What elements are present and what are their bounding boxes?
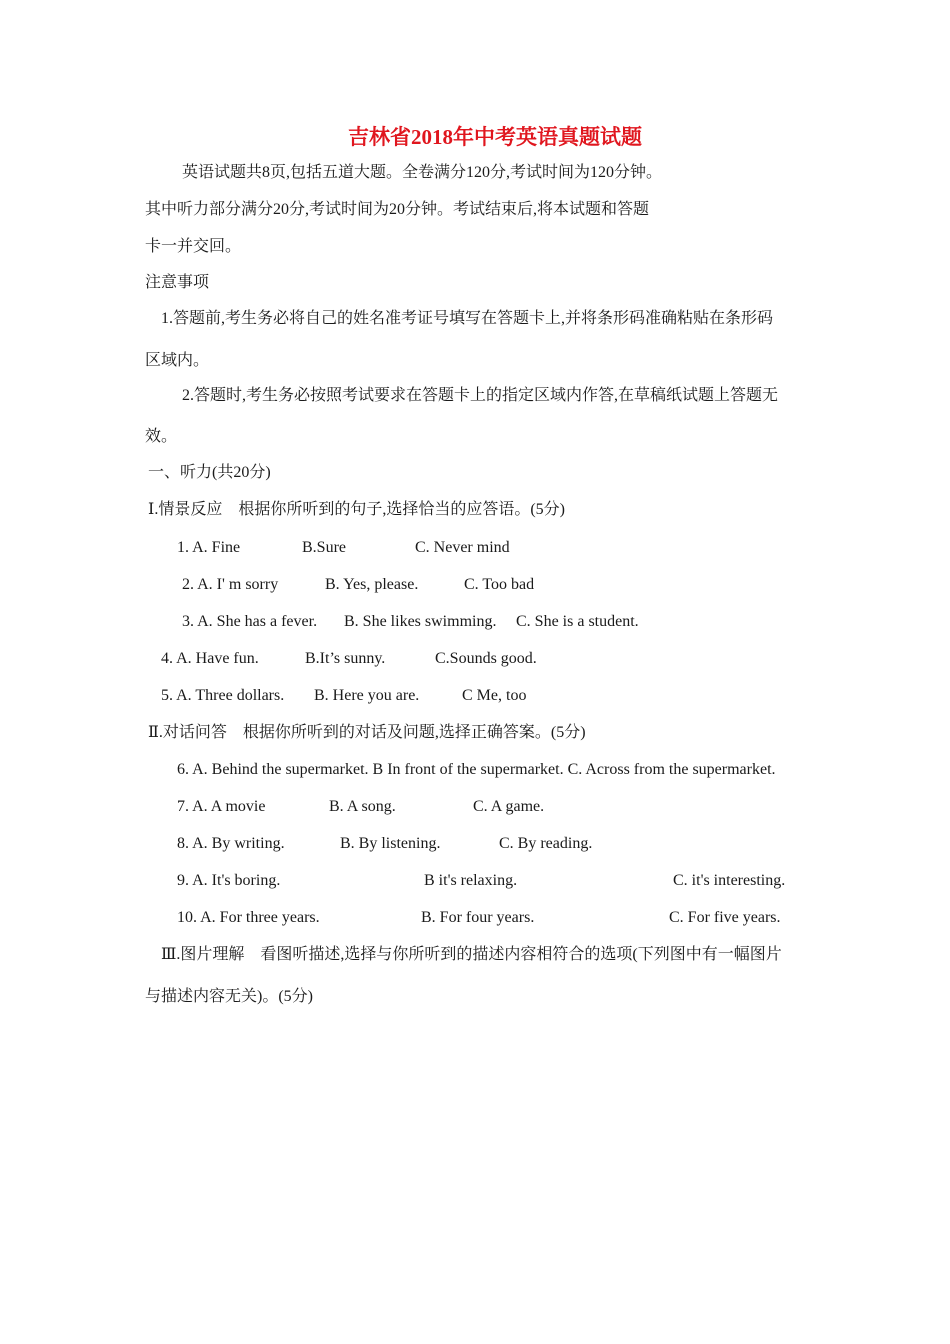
option-c: C Me, too <box>462 687 527 704</box>
intro-line-1: 英语试题共8页,包括五道大题。全卷满分120分,考试时间为120分钟。 <box>182 164 663 181</box>
option-a: 10. A. For three years. <box>177 909 320 926</box>
option-b: B. By listening. <box>340 835 441 852</box>
notes-item-2-cont: 效。 <box>145 428 178 445</box>
option-c: C.Sounds good. <box>435 650 537 667</box>
option-c: C. For five years. <box>669 909 781 926</box>
option-b: B. Yes, please. <box>325 576 419 593</box>
intro-line-3: 卡一并交回。 <box>145 238 242 255</box>
option-b: B. For four years. <box>421 909 535 926</box>
option-c: C. She is a student. <box>516 613 639 630</box>
option-b: B.Sure <box>302 539 346 556</box>
option-a: 1. A. Fine <box>177 539 241 556</box>
section1-heading: Ⅰ.情景反应 根据你所听到的句子,选择恰当的应答语。(5分) <box>148 501 565 518</box>
option-a: 4. A. Have fun. <box>161 650 259 667</box>
option-b: B it's relaxing. <box>424 872 518 889</box>
option-a: 7. A. A movie <box>177 798 266 815</box>
intro-line-2: 其中听力部分满分20分,考试时间为20分钟。考试结束后,将本试题和答题 <box>145 201 650 218</box>
option-b: B. She likes swimming. <box>344 613 497 630</box>
option-b: B. Here you are. <box>314 687 420 704</box>
option-a: 3. A. She has a fever. <box>182 613 318 630</box>
option-a: 5. A. Three dollars. <box>161 687 285 704</box>
page-title: 吉林省2018年中考英语真题试题 <box>348 125 642 149</box>
part1-heading: 一、听力(共20分) <box>148 464 271 481</box>
option-b: B.It’s sunny. <box>305 650 386 667</box>
section3-heading-cont: 与描述内容无关)。(5分) <box>145 988 313 1005</box>
notes-item-1-cont: 区域内。 <box>145 352 210 369</box>
option-a: 9. A. It's boring. <box>177 872 281 889</box>
notes-heading: 注意事项 <box>145 274 210 291</box>
option-c: C. it's interesting. <box>673 872 786 889</box>
option-c: C. Too bad <box>464 576 535 593</box>
option-c: C. By reading. <box>499 835 593 852</box>
option-c: C. Never mind <box>415 539 510 556</box>
notes-item-1: 1.答题前,考生务必将自己的姓名准考证号填写在答题卡上,并将条形码准确粘贴在条形码 <box>161 310 774 327</box>
option-c: C. A game. <box>473 798 545 815</box>
option-a: 6. A. Behind the supermarket. B In front of the supermarket. C. Across from the supermarket. <box>177 761 776 778</box>
notes-item-2: 2.答题时,考生务必按照考试要求在答题卡上的指定区域内作答,在草稿纸试题上答题无 <box>182 387 779 404</box>
option-b: B. A song. <box>329 798 396 815</box>
option-a: 8. A. By writing. <box>177 835 285 852</box>
option-a: 2. A. I' m sorry <box>182 576 279 593</box>
section3-heading: Ⅲ.图片理解 看图听描述,选择与你所听到的描述内容相符合的选项(下列图中有一幅图片 <box>161 946 782 963</box>
section2-heading: Ⅱ.对话问答 根据你所听到的对话及问题,选择正确答案。(5分) <box>148 724 586 741</box>
